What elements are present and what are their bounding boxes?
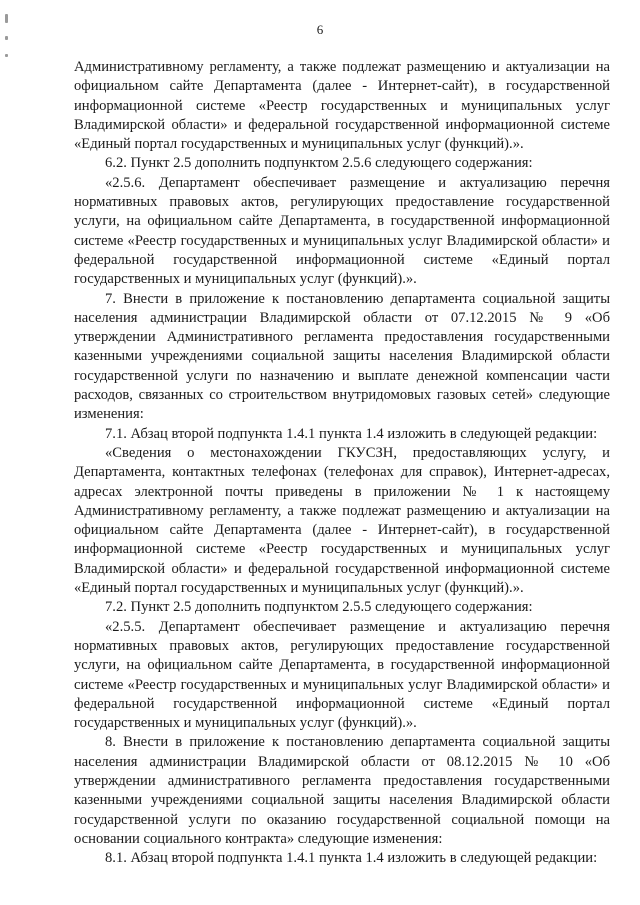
paragraph: «Сведения о местонахождении ГКУСЗН, предоставляющих услугу, и Департамента, контактных телефонах (телефонах для справок), Интернет-адресах, адресах электронной почты приведены в приложении № 1 к настоящему Административному регламенту, а также подлежат размещению и актуализации на официальном сайте Департамента (далее - Интернет-сайт), в государственной информационной системе «Реестр государственных и муниципальных услуг Владимирской области» и федеральной государственной информационной системе «Единый портал государственных и муниципальных услуг (функций).». <box>74 444 610 597</box>
paragraph: 8. Внести в приложение к постановлению департамента социальной защиты населения администрации Владимирской области от 08.12.2015 № 10 «Об утверждении административного регламента предоставления государственными казенными учреждениями социальной защиты населения Владимирской области государственной услуги по оказанию государственной социальной помощи на основании социального контракта» следующие изменения: <box>74 734 610 847</box>
paragraph: 8.1. Абзац второй подпункта 1.4.1 пункта 1.4 изложить в следующей редакции: <box>105 850 598 867</box>
paragraph: 7.1. Абзац второй подпункта 1.4.1 пункта 1.4 изложить в следующей редакции: <box>105 425 598 442</box>
paragraph: 7. Внести в приложение к постановлению департамента социальной защиты населения администрации Владимирской области от 07.12.2015 № 9 «Об утверждении Административного регламента предоставления государственными казенными учреждениями социальной защиты населения Владимирской области государственной услуги по назначению и выплате денежной компенсации части расходов, связанных со строительством внутридомовых газовых сетей» следующие изменения: <box>74 290 610 423</box>
paragraph: «2.5.6. Департамент обеспечивает размещение и актуализацию перечня нормативных правовых актов, регулирующих предоставление государственной услуги, на официальном сайте Департамента, в государственной информационной системе «Реестр государственных и муниципальных услуг Владимирской области» и федеральной государственной информационной системе «Единый портал государственных и муниципальных услуг (функций).». <box>74 174 610 288</box>
paragraph: Административному регламенту, а также подлежат размещению и актуализации на официальном сайте Департамента (далее - Интернет-сайт), в государственной информационной системе «Реестр государственных и муниципальных услуг Владимирской области» и федеральной государственной информационной системе «Единый портал государственных и муниципальных услуг (функций).». <box>74 59 610 153</box>
paragraph: 7.2. Пункт 2.5 дополнить подпунктом 2.5.5 следующего содержания: <box>105 599 533 616</box>
page-number: 6 <box>316 22 324 37</box>
paragraph: «2.5.5. Департамент обеспечивает размещение и актуализацию перечня нормативных правовых актов, регулирующих предоставление государственной услуги, на официальном сайте Департамента, в государственной информационной системе «Реестр государственных и муниципальных услуг Владимирской области» и федеральной государственной информационной системе «Единый портал государственных и муниципальных услуг (функций).». <box>74 618 610 732</box>
scan-artifact-mark <box>5 54 8 57</box>
paragraph: 6.2. Пункт 2.5 дополнить подпунктом 2.5.6 следующего содержания: <box>105 155 533 172</box>
document-body <box>74 58 610 868</box>
